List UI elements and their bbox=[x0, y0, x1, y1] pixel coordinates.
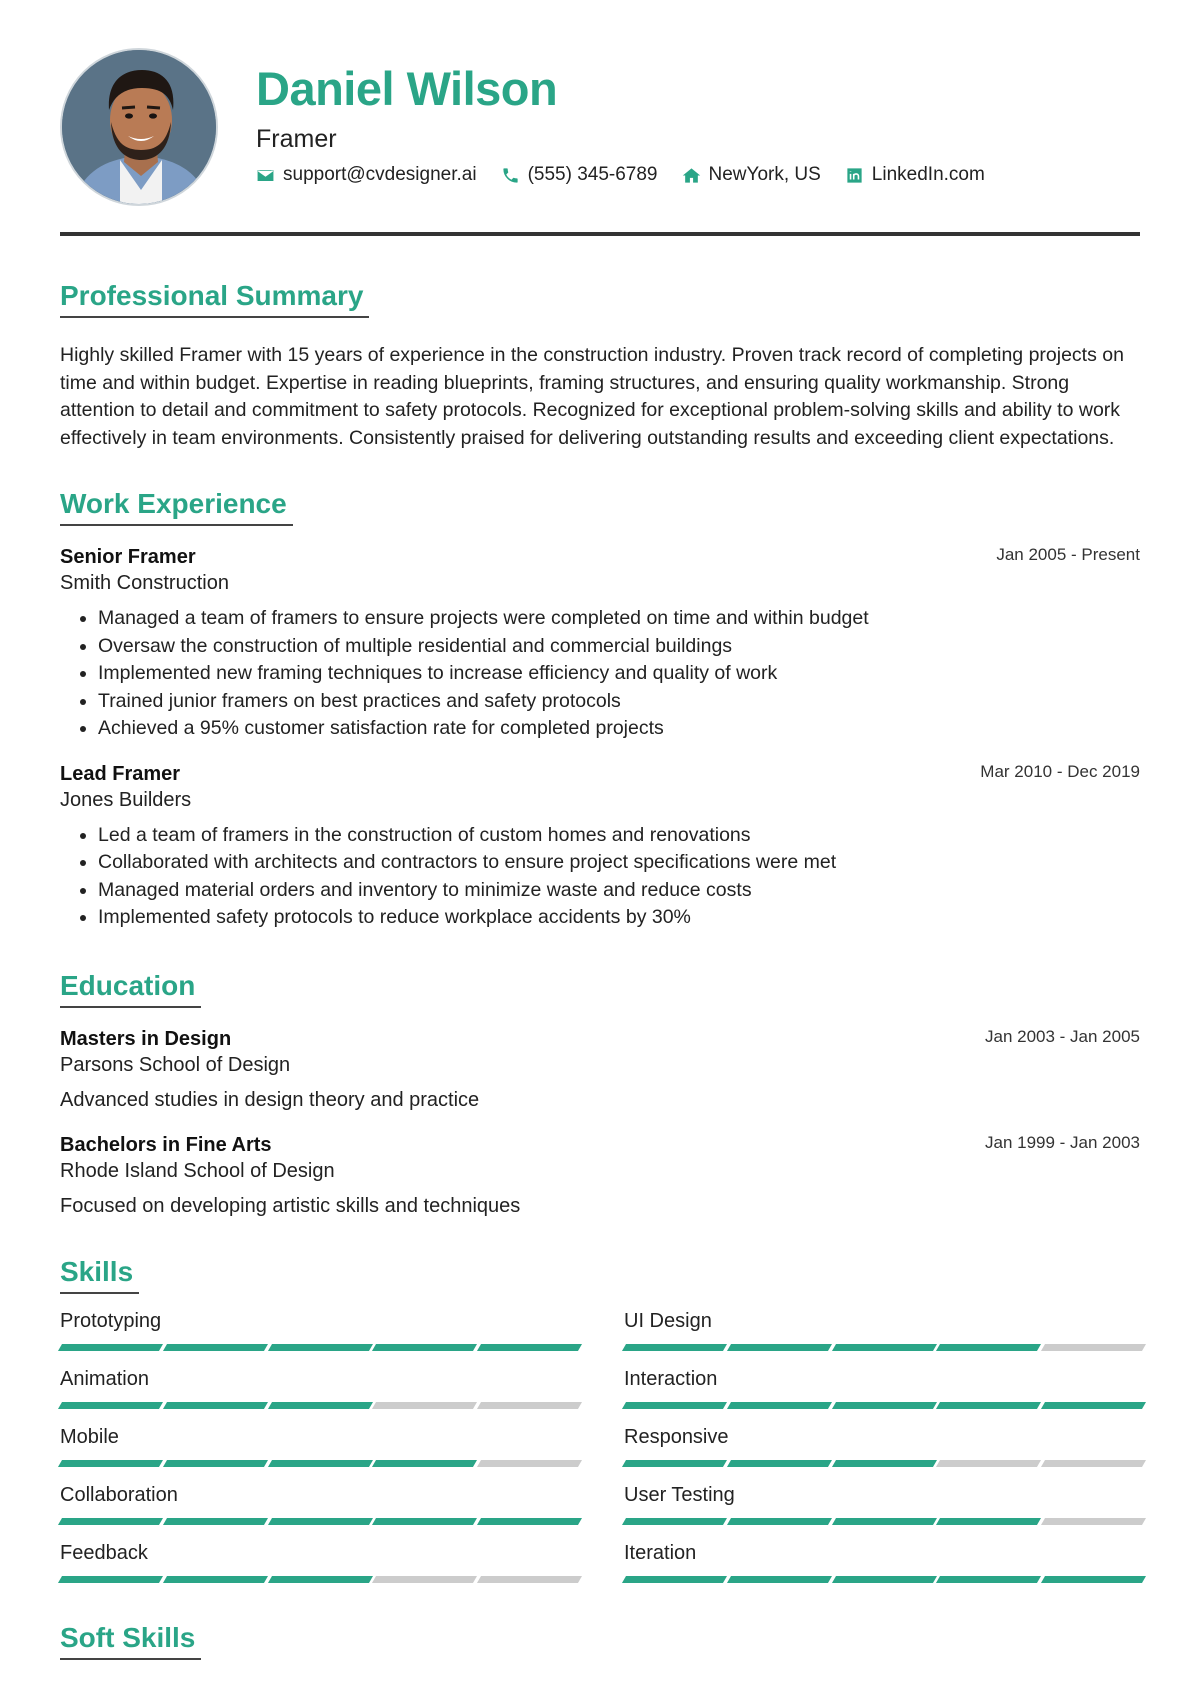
experience-section bbox=[60, 488, 1140, 932]
job-bullet: • Managed a team of framers to ensure projects were completed on time and within budget bbox=[98, 605, 1140, 633]
education-description: Advanced studies in design theory and practice bbox=[60, 1088, 480, 1111]
skill-level-segment-filled bbox=[268, 1344, 373, 1351]
skill-level-segment-filled bbox=[832, 1344, 937, 1351]
skill-level-bar bbox=[624, 1402, 1144, 1409]
skill-level-segment-filled bbox=[163, 1344, 268, 1351]
skill-item bbox=[624, 1482, 1144, 1540]
skill-level-segment-filled bbox=[163, 1518, 268, 1525]
skill-level-bar bbox=[624, 1460, 1144, 1467]
home-icon bbox=[682, 166, 701, 185]
skill-level-bar bbox=[60, 1460, 580, 1467]
job-title: Lead Framer bbox=[60, 762, 181, 785]
skill-level-segment-filled bbox=[936, 1576, 1041, 1583]
skill-name: Animation bbox=[60, 1367, 149, 1390]
skill-level-segment-filled bbox=[832, 1402, 937, 1409]
school-name: Parsons School of Design bbox=[60, 1053, 291, 1076]
skill-level-segment-empty bbox=[1041, 1344, 1146, 1351]
job-bullet: • Implemented new framing techniques to increase efficiency and quality of work bbox=[98, 660, 1140, 688]
skill-level-segment-filled bbox=[1041, 1402, 1146, 1409]
job-bullet: • Managed material orders and inventory to minimize waste and reduce costs bbox=[98, 877, 1140, 905]
skill-level-segment-filled bbox=[832, 1518, 937, 1525]
skill-level-segment-filled bbox=[268, 1576, 373, 1583]
skill-level-segment-filled bbox=[936, 1518, 1041, 1525]
skill-level-bar bbox=[60, 1518, 580, 1525]
skills-grid bbox=[60, 1308, 1140, 1598]
skill-level-bar bbox=[60, 1576, 580, 1583]
skill-name: Prototyping bbox=[60, 1309, 162, 1332]
skill-level-segment-filled bbox=[727, 1518, 832, 1525]
skill-level-segment-filled bbox=[58, 1576, 163, 1583]
avatar-portrait bbox=[62, 50, 218, 206]
education-entry bbox=[60, 1132, 1140, 1220]
skills-heading: Skills bbox=[60, 1256, 139, 1294]
degree-title: Bachelors in Fine Arts bbox=[60, 1133, 272, 1156]
job-bullet: • Implemented safety protocols to reduce workplace accidents by 30% bbox=[98, 904, 1140, 932]
job-company: Smith Construction bbox=[60, 572, 229, 594]
education-dates: Jan 1999 - Jan 2003 bbox=[984, 1132, 1140, 1152]
skill-level-bar bbox=[60, 1402, 580, 1409]
skill-item bbox=[624, 1424, 1144, 1482]
job-bullet: • Achieved a 95% customer satisfaction rate for completed projects bbox=[98, 715, 1140, 743]
skill-level-segment-empty bbox=[372, 1576, 477, 1583]
skill-level-bar bbox=[624, 1344, 1144, 1351]
summary-section bbox=[60, 280, 1140, 452]
skill-level-segment-filled bbox=[727, 1402, 832, 1409]
skill-level-segment-empty bbox=[936, 1460, 1041, 1467]
skill-level-segment-filled bbox=[936, 1344, 1041, 1351]
contact-linkedin-text: LinkedIn.com bbox=[871, 164, 985, 185]
job-bullet: • Oversaw the construction of multiple residential and commercial buildings bbox=[98, 633, 1140, 661]
linkedin-icon bbox=[845, 166, 864, 185]
skill-level-segment-filled bbox=[58, 1402, 163, 1409]
job-dates: Mar 2010 - Dec 2019 bbox=[980, 761, 1140, 781]
contact-location bbox=[682, 164, 821, 186]
skill-item bbox=[60, 1540, 580, 1598]
skill-level-segment-filled bbox=[58, 1518, 163, 1525]
education-section bbox=[60, 970, 1140, 1220]
skill-level-segment-filled bbox=[58, 1460, 163, 1467]
skill-name: Responsive bbox=[624, 1425, 729, 1448]
skill-level-segment-filled bbox=[372, 1344, 477, 1351]
contact-location-text: NewYork, US bbox=[708, 164, 821, 185]
skill-level-segment-filled bbox=[163, 1576, 268, 1583]
skill-name: Mobile bbox=[60, 1425, 119, 1448]
job-company: Jones Builders bbox=[60, 788, 192, 811]
summary-heading: Professional Summary bbox=[60, 280, 369, 318]
contact-list bbox=[256, 164, 985, 186]
skill-level-segment-filled bbox=[936, 1402, 1041, 1409]
skill-level-segment-filled bbox=[622, 1518, 727, 1525]
job-title: Senior Framer bbox=[60, 546, 196, 568]
contact-linkedin[interactable] bbox=[845, 164, 985, 186]
skill-item bbox=[60, 1424, 580, 1482]
skill-item bbox=[624, 1366, 1144, 1424]
education-dates: Jan 2003 - Jan 2005 bbox=[984, 1026, 1140, 1046]
skill-name: Collaboration bbox=[60, 1483, 178, 1506]
skill-level-segment-filled bbox=[727, 1576, 832, 1583]
summary-text: Highly skilled Framer with 15 years of experience in the construction industry. Proven track record of completing projects on time and within budget. Expertise in reading blueprints, framing structures, and ensuring quality workmanship. Strong attention to detail and commitment to safety protocols. Recognized for exceptional problem-solving skills and ability to work effectively in team environments. Consistently praised for delivering outstanding results and exceeding client expectations. bbox=[60, 344, 1124, 449]
skill-level-segment-empty bbox=[477, 1576, 582, 1583]
contact-phone-text: (555) 345-6789 bbox=[527, 164, 658, 185]
skill-level-segment-empty bbox=[372, 1402, 477, 1409]
phone-icon bbox=[501, 166, 520, 185]
skill-level-segment-filled bbox=[727, 1344, 832, 1351]
experience-heading: Work Experience bbox=[60, 488, 293, 526]
skill-item bbox=[60, 1366, 580, 1424]
skill-name: Interaction bbox=[624, 1367, 718, 1390]
education-heading: Education bbox=[60, 970, 201, 1008]
envelope-icon bbox=[256, 166, 275, 185]
skill-item bbox=[624, 1308, 1144, 1366]
skill-level-segment-filled bbox=[622, 1344, 727, 1351]
name-block bbox=[256, 62, 557, 154]
skill-level-segment-empty bbox=[477, 1402, 582, 1409]
skill-level-segment-filled bbox=[477, 1518, 582, 1525]
skill-level-segment-filled bbox=[268, 1460, 373, 1467]
job-entry bbox=[60, 544, 1140, 743]
skill-level-segment-filled bbox=[268, 1402, 373, 1409]
skill-item bbox=[624, 1540, 1144, 1598]
job-bullet: • Collaborated with architects and contractors to ensure project specifications were met bbox=[98, 849, 1140, 877]
skill-level-segment-filled bbox=[622, 1576, 727, 1583]
skill-level-segment-filled bbox=[832, 1460, 937, 1467]
candidate-name: Daniel Wilson bbox=[256, 62, 558, 115]
skill-item bbox=[60, 1308, 580, 1366]
contact-email[interactable] bbox=[256, 164, 477, 186]
skill-name: User Testing bbox=[624, 1483, 735, 1506]
school-name: Rhode Island School of Design bbox=[60, 1159, 335, 1182]
skill-item bbox=[60, 1482, 580, 1540]
job-bullets bbox=[60, 822, 1140, 932]
skill-level-segment-filled bbox=[163, 1460, 268, 1467]
job-dates: Jan 2005 - Present bbox=[996, 545, 1140, 564]
avatar bbox=[60, 48, 218, 206]
skill-level-segment-empty bbox=[1041, 1518, 1146, 1525]
job-entry bbox=[60, 761, 1140, 932]
soft-skills-section bbox=[60, 1622, 1140, 1660]
skill-level-segment-empty bbox=[477, 1460, 582, 1467]
skill-name: Feedback bbox=[60, 1541, 148, 1564]
skill-level-segment-filled bbox=[832, 1576, 937, 1583]
skill-level-segment-empty bbox=[1041, 1460, 1146, 1467]
skills-section bbox=[60, 1256, 1140, 1598]
resume-header bbox=[60, 0, 1140, 236]
skill-level-segment-filled bbox=[372, 1460, 477, 1467]
degree-title: Masters in Design bbox=[60, 1027, 232, 1050]
skill-level-segment-filled bbox=[163, 1402, 268, 1409]
skill-level-segment-filled bbox=[477, 1344, 582, 1351]
skill-level-bar bbox=[60, 1344, 580, 1351]
candidate-role: Framer bbox=[256, 125, 337, 153]
skill-level-segment-filled bbox=[727, 1460, 832, 1467]
job-bullets bbox=[60, 605, 1140, 743]
contact-email-text: support@cvdesigner.ai bbox=[283, 164, 477, 185]
skill-level-segment-filled bbox=[268, 1518, 373, 1525]
education-entry bbox=[60, 1026, 1140, 1114]
skill-level-segment-filled bbox=[622, 1460, 727, 1467]
contact-phone[interactable] bbox=[501, 164, 658, 186]
skill-level-segment-filled bbox=[372, 1518, 477, 1525]
skill-level-segment-filled bbox=[1041, 1576, 1146, 1583]
skill-name: UI Design bbox=[624, 1309, 712, 1332]
education-description: Focused on developing artistic skills and techniques bbox=[60, 1194, 521, 1217]
skill-level-segment-filled bbox=[58, 1344, 163, 1351]
skill-level-bar bbox=[624, 1518, 1144, 1525]
job-bullet: • Trained junior framers on best practices and safety protocols bbox=[98, 688, 1140, 716]
soft-skills-heading: Soft Skills bbox=[60, 1622, 201, 1660]
skill-level-segment-filled bbox=[622, 1402, 727, 1409]
job-bullet: • Led a team of framers in the construction of custom homes and renovations bbox=[98, 822, 1140, 850]
skill-level-bar bbox=[624, 1576, 1144, 1583]
skill-name: Iteration bbox=[624, 1541, 697, 1564]
